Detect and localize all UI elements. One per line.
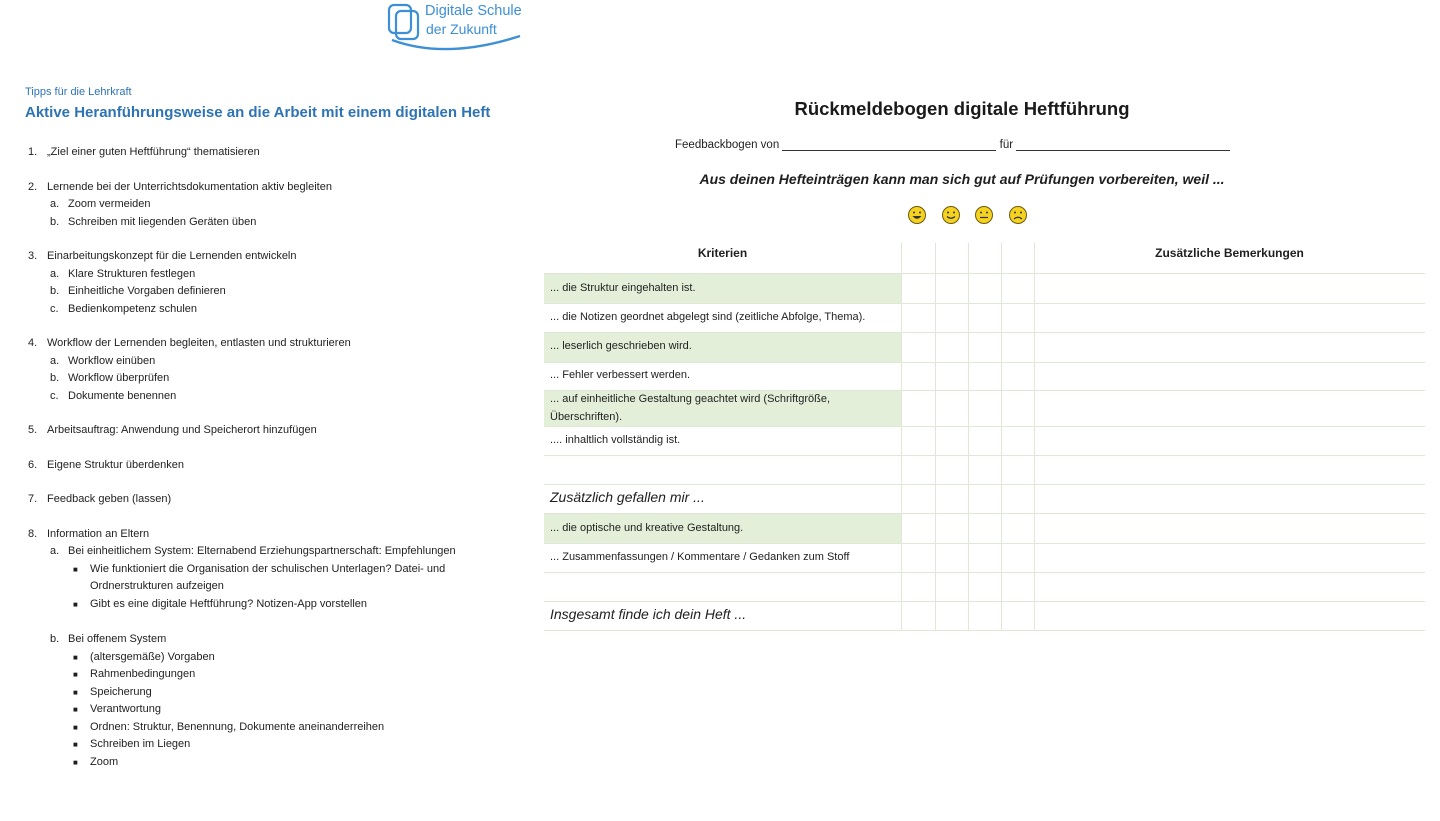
criteria-table [544, 243, 1425, 633]
happy-smiley-icon [941, 205, 961, 225]
sub-letter: a. [50, 354, 60, 367]
bullet-text: Speicherung [90, 685, 152, 698]
sub-item [28, 301, 508, 319]
row-divider [544, 273, 1425, 274]
sub-letter: b. [50, 215, 60, 228]
sub-item [28, 631, 508, 649]
row-divider [544, 513, 1425, 514]
feedback-header-line [675, 138, 1230, 151]
school-logo [386, 2, 526, 54]
bullet-icon: ■ [73, 705, 78, 714]
row-divider [544, 332, 1425, 333]
item-text: Eigene Struktur überdenken [47, 458, 184, 471]
item-text: Feedback geben (lassen) [47, 493, 172, 505]
remarks-header: Zusätzliche Bemerkungen [1155, 246, 1304, 260]
bullet-list [28, 649, 508, 772]
list-item [28, 491, 508, 509]
bullet-item [73, 649, 508, 667]
sub-text: Bedienkompetenz schulen [68, 302, 198, 315]
feedback-from-blank[interactable] [782, 138, 996, 151]
item-number: 5. [28, 424, 38, 436]
sub-letter: c. [50, 389, 59, 402]
sub-item [28, 266, 508, 284]
list-item [28, 422, 508, 440]
sub-item [28, 353, 508, 371]
row-divider [544, 543, 1425, 544]
sub-letter: a. [50, 198, 60, 210]
bullet-icon: ■ [73, 687, 78, 697]
list-item [28, 457, 508, 475]
logo-text-line2: der Zukunft [426, 21, 497, 37]
bullet-item [73, 561, 508, 596]
bullet-item [73, 754, 508, 772]
sub-item [28, 283, 508, 301]
extra-section-label: Zusätzlich gefallen mir ... [550, 489, 705, 505]
tips-label: Tipps für die Lehrkraft [25, 86, 132, 98]
list-item [28, 179, 508, 232]
list-item [28, 248, 508, 318]
sub-item [28, 196, 508, 214]
sub-letter: a. [50, 545, 60, 557]
list-item [28, 144, 508, 162]
bullet-text: Verantwortung [90, 703, 161, 715]
bullet-item [73, 719, 508, 737]
bullet-icon: ■ [73, 670, 78, 679]
sub-item [28, 388, 508, 406]
sub-text: Klare Strukturen festlegen [68, 267, 196, 280]
item-number: 4. [28, 337, 38, 349]
row-divider [544, 362, 1425, 363]
criteria-row-text: ... leserlich geschrieben wird. [550, 340, 692, 352]
sub-text: Bei einheitlichem System: Elternabend Erziehungspartnerschaft: Empfehlungen [68, 545, 456, 557]
bullet-item [73, 701, 508, 719]
criteria-row-text: ... auf einheitliche Gestaltung geachtet wird (Schriftgröße, Überschriften). [550, 393, 831, 423]
bullet-text: Gibt es eine digitale Heftführung? Notizen-App vorstellen [90, 597, 367, 610]
form-title: Rückmeldebogen digitale Heftführung [794, 98, 1130, 119]
neutral-smiley-icon [974, 205, 994, 225]
item-number: 6. [28, 458, 38, 471]
row-divider [544, 303, 1425, 304]
sub-item [28, 370, 508, 388]
row-divider [544, 572, 1425, 573]
bullet-icon: ■ [73, 599, 78, 609]
for-label: für [999, 139, 1014, 151]
tips-list [28, 144, 508, 788]
criteria-row-text: ... die Struktur eingehalten ist. [550, 282, 696, 294]
bullet-text: Rahmenbedingungen [90, 668, 196, 680]
feedback-for-blank[interactable] [1016, 138, 1230, 151]
sub-text: Bei offenem System [68, 633, 167, 645]
item-text: Arbeitsauftrag: Anwendung und Speicherort hinzufügen [47, 424, 317, 436]
sub-text: Workflow überprüfen [68, 372, 170, 384]
bullet-text: (altersgemäße) Vorgaben [90, 650, 215, 663]
extra-row-text: ... Zusammenfassungen / Kommentare / Gedanken zum Stoff [550, 551, 850, 563]
bullet-text: Wie funktioniert die Organisation der schulischen Unterlagen? Datei- und Ordnerstrukturen aufzeigen [90, 562, 446, 592]
item-number: 7. [28, 493, 38, 505]
item-number: 8. [28, 527, 38, 540]
row-divider [544, 630, 1425, 631]
sub-letter: b. [50, 285, 60, 297]
list-item [28, 526, 508, 772]
bullet-text: Zoom [90, 755, 119, 768]
criteria-row-text: ... Fehler verbessert werden. [550, 369, 691, 381]
bullet-icon: ■ [73, 564, 78, 574]
sub-text: Zoom vermeiden [68, 198, 151, 210]
bullet-item [73, 736, 508, 754]
item-number: 3. [28, 250, 38, 262]
bullet-icon: ■ [73, 740, 78, 749]
sub-text: Einheitliche Vorgaben definieren [68, 285, 226, 297]
criteria-row-text: .... inhaltlich vollständig ist. [550, 434, 681, 446]
row-divider [544, 601, 1425, 602]
sub-text: Workflow einüben [68, 354, 156, 367]
sub-letter: b. [50, 372, 60, 384]
item-text: Information an Eltern [47, 527, 150, 540]
item-text: Lernende bei der Unterrichtsdokumentation aktiv begleiten [47, 180, 332, 193]
sub-letter: c. [50, 302, 59, 315]
row-divider [544, 455, 1425, 456]
criteria-row-text: ... die Notizen geordnet abgelegt sind (zeitliche Abfolge, Thema). [550, 311, 866, 323]
criteria-header: Kriterien [697, 246, 748, 260]
bullet-icon: ■ [73, 757, 78, 767]
sub-text: Dokumente benennen [68, 389, 177, 402]
extra-row-text: ... die optische und kreative Gestaltung. [550, 522, 744, 534]
item-text: Einarbeitungskonzept für die Lernenden entwickeln [47, 250, 297, 262]
logo-text-line1: Digitale Schule [425, 3, 522, 19]
bullet-text: Schreiben im Liegen [90, 738, 191, 750]
sub-letter: a. [50, 267, 60, 280]
very-happy-smiley-icon [907, 205, 927, 225]
sub-text: Schreiben mit liegenden Geräten üben [68, 215, 257, 228]
row-divider [544, 426, 1425, 427]
bullet-icon: ■ [73, 652, 78, 662]
sub-item [28, 543, 508, 561]
feedback-from-label: Feedbackbogen von [675, 139, 780, 151]
bullet-item [73, 666, 508, 684]
sad-smiley-icon [1008, 205, 1028, 225]
bullet-icon: ■ [73, 722, 78, 732]
bullet-text: Ordnen: Struktur, Benennung, Dokumente aneinanderreihen [90, 720, 385, 733]
item-number: 2. [28, 180, 38, 193]
sub-letter: b. [50, 633, 60, 645]
list-item [28, 335, 508, 405]
sub-item [28, 214, 508, 232]
item-number: 1. [28, 146, 38, 158]
item-text: Workflow der Lernenden begleiten, entlasten und strukturieren [47, 337, 351, 349]
item-text: „Ziel einer guten Heftführung“ thematisieren [47, 146, 260, 158]
row-divider [544, 484, 1425, 485]
bullet-item [73, 684, 508, 702]
prompt-text: Aus deinen Hefteinträgen kann man sich gut auf Prüfungen vorbereiten, weil ... [699, 171, 1225, 187]
tips-title: Aktive Heranführungsweise an die Arbeit mit einem digitalen Heft [25, 104, 491, 121]
bullet-item [73, 596, 508, 614]
bullet-list [28, 561, 508, 614]
overall-section-label: Insgesamt finde ich dein Heft ... [550, 606, 747, 622]
